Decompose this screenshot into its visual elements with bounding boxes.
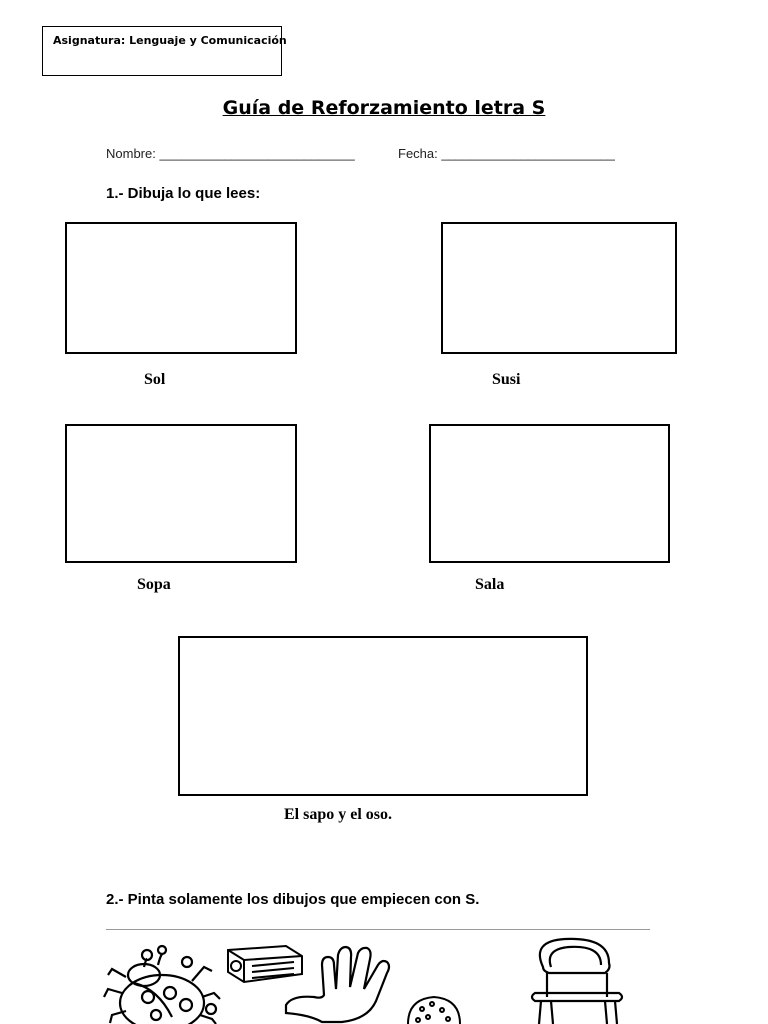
name-label: Nombre: [106, 146, 156, 161]
drawing-box-susi[interactable] [441, 222, 677, 354]
subject-label: Asignatura: Lenguaje y Comunicación [53, 34, 287, 47]
hand-icon[interactable] [282, 945, 412, 1024]
drawing-box-sala[interactable] [429, 424, 670, 563]
chair-icon[interactable] [525, 937, 635, 1024]
caption-sapo-oso: El sapo y el oso. [284, 806, 393, 823]
drawing-box-sol[interactable] [65, 222, 297, 354]
section2-heading: 2.- Pinta solamente los dibujos que empiecen con S. [106, 891, 480, 908]
date-blank: ________________________ [441, 146, 615, 161]
cookie-icon[interactable] [404, 993, 464, 1024]
drawing-box-sopa[interactable] [65, 424, 297, 563]
caption-sopa: Sopa [137, 576, 171, 593]
section1-heading: 1.- Dibuja lo que lees: [106, 185, 261, 202]
date-field[interactable] [398, 146, 615, 161]
date-label: Fecha: [398, 146, 438, 161]
caption-sala: Sala [475, 576, 505, 593]
subject-box [42, 26, 287, 76]
drawing-box-sapo-oso[interactable] [178, 636, 588, 796]
page-title: Guía de Reforzamiento letra S [222, 97, 546, 119]
caption-sol: Sol [144, 371, 166, 388]
name-field[interactable] [106, 146, 355, 161]
ladybug-icon[interactable] [100, 945, 225, 1024]
name-blank: ___________________________ [159, 146, 355, 161]
caption-susi: Susi [492, 371, 521, 388]
divider [106, 929, 650, 930]
